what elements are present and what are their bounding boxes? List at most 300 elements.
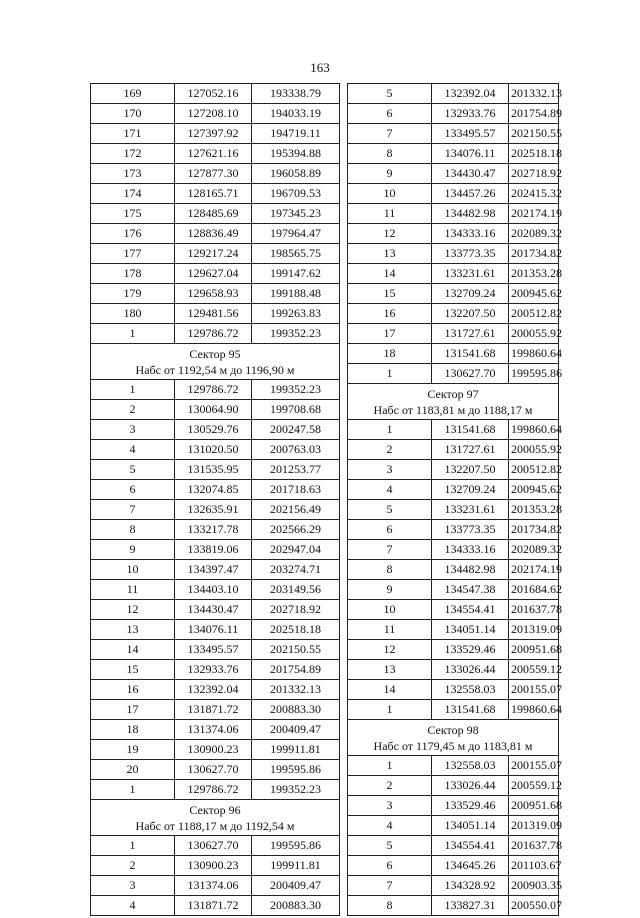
sector-header-row bbox=[348, 720, 559, 756]
y-coordinate-cell: 201734.82 bbox=[509, 520, 559, 540]
x-coordinate-cell: 133231.61 bbox=[432, 264, 509, 284]
point-number-cell: 11 bbox=[348, 204, 432, 224]
x-coordinate-cell: 130627.70 bbox=[175, 836, 252, 856]
x-coordinate-cell: 131541.68 bbox=[432, 700, 509, 720]
table-row bbox=[91, 124, 340, 144]
y-coordinate-cell: 201637.78 bbox=[509, 600, 559, 620]
point-number-cell: 1 bbox=[348, 420, 432, 440]
point-number-cell: 9 bbox=[348, 580, 432, 600]
x-coordinate-cell: 134328.92 bbox=[432, 876, 509, 896]
point-number-cell: 6 bbox=[91, 480, 175, 500]
y-coordinate-cell: 194033.19 bbox=[252, 104, 340, 124]
x-coordinate-cell: 134645.26 bbox=[432, 856, 509, 876]
table-row bbox=[348, 660, 559, 680]
point-number-cell: 6 bbox=[348, 520, 432, 540]
point-number-cell: 4 bbox=[348, 480, 432, 500]
table-row bbox=[91, 876, 340, 896]
x-coordinate-cell: 131727.61 bbox=[432, 324, 509, 344]
y-coordinate-cell: 200155.07 bbox=[509, 756, 559, 776]
x-coordinate-cell: 132933.76 bbox=[432, 104, 509, 124]
x-coordinate-cell: 129786.72 bbox=[175, 324, 252, 344]
point-number-cell: 17 bbox=[348, 324, 432, 344]
y-coordinate-cell: 201332.13 bbox=[252, 680, 340, 700]
point-number-cell: 2 bbox=[348, 776, 432, 796]
y-coordinate-cell: 201684.62 bbox=[509, 580, 559, 600]
x-coordinate-cell: 130900.23 bbox=[175, 740, 252, 760]
table-row bbox=[348, 420, 559, 440]
y-coordinate-cell: 203274.71 bbox=[252, 560, 340, 580]
table-row bbox=[91, 680, 340, 700]
point-number-cell: 171 bbox=[91, 124, 175, 144]
table-row bbox=[91, 400, 340, 420]
y-coordinate-cell: 197964.47 bbox=[252, 224, 340, 244]
table-row bbox=[348, 756, 559, 776]
table-row bbox=[348, 680, 559, 700]
y-coordinate-cell: 199147.62 bbox=[252, 264, 340, 284]
table-row bbox=[91, 540, 340, 560]
y-coordinate-cell: 196058.89 bbox=[252, 164, 340, 184]
table-row bbox=[348, 700, 559, 720]
table-row bbox=[348, 304, 559, 324]
y-coordinate-cell: 201319.09 bbox=[509, 620, 559, 640]
y-coordinate-cell: 196709.53 bbox=[252, 184, 340, 204]
point-number-cell: 8 bbox=[91, 520, 175, 540]
sector-title: Сектор 98 bbox=[427, 722, 479, 737]
table-row bbox=[348, 284, 559, 304]
point-number-cell: 6 bbox=[348, 856, 432, 876]
point-number-cell: 4 bbox=[91, 440, 175, 460]
point-number-cell: 9 bbox=[348, 164, 432, 184]
table-row bbox=[91, 580, 340, 600]
point-number-cell: 16 bbox=[348, 304, 432, 324]
x-coordinate-cell: 129786.72 bbox=[175, 380, 252, 400]
x-coordinate-cell: 127877.30 bbox=[175, 164, 252, 184]
y-coordinate-cell: 202089.32 bbox=[509, 540, 559, 560]
y-coordinate-cell: 199911.81 bbox=[252, 740, 340, 760]
table-row bbox=[91, 896, 340, 916]
table-row bbox=[348, 480, 559, 500]
point-number-cell: 14 bbox=[348, 680, 432, 700]
y-coordinate-cell: 201353.28 bbox=[509, 264, 559, 284]
x-coordinate-cell: 134333.16 bbox=[432, 224, 509, 244]
y-coordinate-cell: 202718.92 bbox=[252, 600, 340, 620]
sector-header bbox=[348, 720, 559, 756]
y-coordinate-cell: 199352.23 bbox=[252, 780, 340, 800]
y-coordinate-cell: 201253.77 bbox=[252, 460, 340, 480]
x-coordinate-cell: 134547.38 bbox=[432, 580, 509, 600]
table-row bbox=[348, 500, 559, 520]
point-number-cell: 4 bbox=[348, 816, 432, 836]
x-coordinate-cell: 133827.31 bbox=[432, 896, 509, 916]
y-coordinate-cell: 200903.35 bbox=[509, 876, 559, 896]
table-row bbox=[348, 896, 559, 916]
point-number-cell: 3 bbox=[91, 876, 175, 896]
y-coordinate-cell: 202089.32 bbox=[509, 224, 559, 244]
y-coordinate-cell: 199860.64 bbox=[509, 420, 559, 440]
x-coordinate-cell: 133495.57 bbox=[175, 640, 252, 660]
x-coordinate-cell: 134051.14 bbox=[432, 816, 509, 836]
point-number-cell: 172 bbox=[91, 144, 175, 164]
point-number-cell: 17 bbox=[91, 700, 175, 720]
x-coordinate-cell: 130529.76 bbox=[175, 420, 252, 440]
point-number-cell: 174 bbox=[91, 184, 175, 204]
point-number-cell: 1 bbox=[348, 700, 432, 720]
x-coordinate-cell: 132392.04 bbox=[175, 680, 252, 700]
x-coordinate-cell: 134482.98 bbox=[432, 204, 509, 224]
table-row bbox=[91, 204, 340, 224]
point-number-cell: 10 bbox=[348, 600, 432, 620]
point-number-cell: 1 bbox=[91, 836, 175, 856]
y-coordinate-cell: 200409.47 bbox=[252, 720, 340, 740]
table-row bbox=[91, 244, 340, 264]
point-number-cell: 7 bbox=[348, 876, 432, 896]
point-number-cell: 2 bbox=[91, 856, 175, 876]
x-coordinate-cell: 134076.11 bbox=[175, 620, 252, 640]
point-number-cell: 8 bbox=[348, 144, 432, 164]
table-row bbox=[348, 264, 559, 284]
sector-elevation-range: Набс от 1188,17 м до 1192,54 м bbox=[135, 818, 295, 833]
table-row bbox=[348, 520, 559, 540]
table-row bbox=[348, 324, 559, 344]
x-coordinate-cell: 127621.16 bbox=[175, 144, 252, 164]
x-coordinate-cell: 131727.61 bbox=[432, 440, 509, 460]
y-coordinate-cell: 200055.92 bbox=[509, 440, 559, 460]
sector-header bbox=[91, 800, 340, 836]
x-coordinate-cell: 129481.56 bbox=[175, 304, 252, 324]
point-number-cell: 11 bbox=[91, 580, 175, 600]
x-coordinate-cell: 130627.70 bbox=[432, 364, 509, 384]
y-coordinate-cell: 199352.23 bbox=[252, 380, 340, 400]
x-coordinate-cell: 134051.14 bbox=[432, 620, 509, 640]
y-coordinate-cell: 202156.49 bbox=[252, 500, 340, 520]
point-number-cell: 8 bbox=[348, 896, 432, 916]
y-coordinate-cell: 202566.29 bbox=[252, 520, 340, 540]
table-row bbox=[91, 144, 340, 164]
point-number-cell: 13 bbox=[348, 244, 432, 264]
y-coordinate-cell: 199595.86 bbox=[252, 760, 340, 780]
point-number-cell: 173 bbox=[91, 164, 175, 184]
table-row bbox=[91, 856, 340, 876]
point-number-cell: 13 bbox=[348, 660, 432, 680]
x-coordinate-cell: 132207.50 bbox=[432, 460, 509, 480]
point-number-cell: 1 bbox=[91, 324, 175, 344]
y-coordinate-cell: 199188.48 bbox=[252, 284, 340, 304]
point-number-cell: 7 bbox=[348, 124, 432, 144]
table-row bbox=[348, 560, 559, 580]
point-number-cell: 7 bbox=[91, 500, 175, 520]
table-row bbox=[91, 264, 340, 284]
table-row bbox=[91, 304, 340, 324]
x-coordinate-cell: 130900.23 bbox=[175, 856, 252, 876]
x-coordinate-cell: 131871.72 bbox=[175, 896, 252, 916]
table-row bbox=[91, 500, 340, 520]
table-row bbox=[348, 344, 559, 364]
table-row bbox=[91, 720, 340, 740]
x-coordinate-cell: 133231.61 bbox=[432, 500, 509, 520]
y-coordinate-cell: 200559.12 bbox=[509, 660, 559, 680]
y-coordinate-cell: 200883.30 bbox=[252, 896, 340, 916]
x-coordinate-cell: 132709.24 bbox=[432, 480, 509, 500]
y-coordinate-cell: 203149.56 bbox=[252, 580, 340, 600]
table-row bbox=[91, 780, 340, 800]
point-number-cell: 1 bbox=[91, 380, 175, 400]
table-row bbox=[91, 420, 340, 440]
table-row bbox=[91, 164, 340, 184]
y-coordinate-cell: 199860.64 bbox=[509, 700, 559, 720]
sector-title: Сектор 96 bbox=[189, 802, 241, 817]
coordinates-table-right bbox=[347, 83, 562, 916]
y-coordinate-cell: 200951.68 bbox=[509, 640, 559, 660]
point-number-cell: 5 bbox=[91, 460, 175, 480]
x-coordinate-cell: 133217.78 bbox=[175, 520, 252, 540]
y-coordinate-cell: 198565.75 bbox=[252, 244, 340, 264]
y-coordinate-cell: 202150.55 bbox=[509, 124, 559, 144]
y-coordinate-cell: 200883.30 bbox=[252, 700, 340, 720]
sector-elevation-range: Набс от 1192,54 м до 1196,90 м bbox=[135, 362, 295, 377]
point-number-cell: 12 bbox=[348, 224, 432, 244]
x-coordinate-cell: 131374.06 bbox=[175, 876, 252, 896]
table-row bbox=[348, 620, 559, 640]
sector-header-row bbox=[91, 800, 340, 836]
y-coordinate-cell: 200409.47 bbox=[252, 876, 340, 896]
point-number-cell: 18 bbox=[91, 720, 175, 740]
x-coordinate-cell: 134482.98 bbox=[432, 560, 509, 580]
table-row bbox=[348, 364, 559, 384]
y-coordinate-cell: 200155.07 bbox=[509, 680, 559, 700]
x-coordinate-cell: 132558.03 bbox=[432, 756, 509, 776]
point-number-cell: 7 bbox=[348, 540, 432, 560]
x-coordinate-cell: 132392.04 bbox=[432, 84, 509, 104]
table-row bbox=[348, 460, 559, 480]
y-coordinate-cell: 201754.89 bbox=[252, 660, 340, 680]
table-row bbox=[91, 836, 340, 856]
x-coordinate-cell: 134554.41 bbox=[432, 600, 509, 620]
x-coordinate-cell: 134076.11 bbox=[432, 144, 509, 164]
sector-header bbox=[91, 344, 340, 380]
point-number-cell: 15 bbox=[91, 660, 175, 680]
point-number-cell: 14 bbox=[348, 264, 432, 284]
table-row bbox=[91, 480, 340, 500]
y-coordinate-cell: 199352.23 bbox=[252, 324, 340, 344]
y-coordinate-cell: 200945.62 bbox=[509, 480, 559, 500]
table-row bbox=[348, 640, 559, 660]
x-coordinate-cell: 132933.76 bbox=[175, 660, 252, 680]
table-row bbox=[348, 440, 559, 460]
x-coordinate-cell: 128485.69 bbox=[175, 204, 252, 224]
point-number-cell: 14 bbox=[91, 640, 175, 660]
x-coordinate-cell: 129786.72 bbox=[175, 780, 252, 800]
x-coordinate-cell: 133529.46 bbox=[432, 796, 509, 816]
x-coordinate-cell: 131020.50 bbox=[175, 440, 252, 460]
table-row bbox=[348, 776, 559, 796]
point-number-cell: 11 bbox=[348, 620, 432, 640]
x-coordinate-cell: 134430.47 bbox=[175, 600, 252, 620]
x-coordinate-cell: 134397.47 bbox=[175, 560, 252, 580]
point-number-cell: 5 bbox=[348, 836, 432, 856]
point-number-cell: 1 bbox=[348, 364, 432, 384]
y-coordinate-cell: 199263.83 bbox=[252, 304, 340, 324]
x-coordinate-cell: 130064.90 bbox=[175, 400, 252, 420]
y-coordinate-cell: 193338.79 bbox=[252, 84, 340, 104]
y-coordinate-cell: 200512.82 bbox=[509, 460, 559, 480]
y-coordinate-cell: 201734.82 bbox=[509, 244, 559, 264]
table-row bbox=[348, 244, 559, 264]
y-coordinate-cell: 201353.28 bbox=[509, 500, 559, 520]
y-coordinate-cell: 201637.78 bbox=[509, 836, 559, 856]
sector-header-row bbox=[91, 344, 340, 380]
point-number-cell: 16 bbox=[91, 680, 175, 700]
point-number-cell: 12 bbox=[348, 640, 432, 660]
table-row bbox=[348, 144, 559, 164]
y-coordinate-cell: 199860.64 bbox=[509, 344, 559, 364]
point-number-cell: 177 bbox=[91, 244, 175, 264]
x-coordinate-cell: 132635.91 bbox=[175, 500, 252, 520]
table-row bbox=[348, 184, 559, 204]
x-coordinate-cell: 134430.47 bbox=[432, 164, 509, 184]
sector-header-row bbox=[348, 384, 559, 420]
x-coordinate-cell: 130627.70 bbox=[175, 760, 252, 780]
point-number-cell: 1 bbox=[91, 780, 175, 800]
point-number-cell: 176 bbox=[91, 224, 175, 244]
table-row bbox=[348, 856, 559, 876]
table-row bbox=[91, 440, 340, 460]
x-coordinate-cell: 134333.16 bbox=[432, 540, 509, 560]
table-row bbox=[91, 560, 340, 580]
x-coordinate-cell: 133819.06 bbox=[175, 540, 252, 560]
point-number-cell: 2 bbox=[91, 400, 175, 420]
y-coordinate-cell: 200951.68 bbox=[509, 796, 559, 816]
y-coordinate-cell: 194719.11 bbox=[252, 124, 340, 144]
point-number-cell: 178 bbox=[91, 264, 175, 284]
coordinates-table-left bbox=[90, 83, 340, 916]
point-number-cell: 3 bbox=[91, 420, 175, 440]
x-coordinate-cell: 131871.72 bbox=[175, 700, 252, 720]
table-row bbox=[348, 836, 559, 856]
point-number-cell: 10 bbox=[91, 560, 175, 580]
sector-title: Сектор 97 bbox=[427, 386, 479, 401]
y-coordinate-cell: 201103.67 bbox=[509, 856, 559, 876]
point-number-cell: 4 bbox=[91, 896, 175, 916]
point-number-cell: 8 bbox=[348, 560, 432, 580]
table-row bbox=[91, 740, 340, 760]
y-coordinate-cell: 199595.86 bbox=[252, 836, 340, 856]
table-row bbox=[91, 460, 340, 480]
x-coordinate-cell: 134554.41 bbox=[432, 836, 509, 856]
y-coordinate-cell: 201718.63 bbox=[252, 480, 340, 500]
point-number-cell: 170 bbox=[91, 104, 175, 124]
y-coordinate-cell: 199911.81 bbox=[252, 856, 340, 876]
point-number-cell: 5 bbox=[348, 500, 432, 520]
point-number-cell: 179 bbox=[91, 284, 175, 304]
y-coordinate-cell: 197345.23 bbox=[252, 204, 340, 224]
point-number-cell: 2 bbox=[348, 440, 432, 460]
table-row bbox=[348, 580, 559, 600]
table-row bbox=[91, 380, 340, 400]
x-coordinate-cell: 131374.06 bbox=[175, 720, 252, 740]
y-coordinate-cell: 202415.32 bbox=[509, 184, 559, 204]
point-number-cell: 3 bbox=[348, 796, 432, 816]
point-number-cell: 1 bbox=[348, 756, 432, 776]
y-coordinate-cell: 202718.92 bbox=[509, 164, 559, 184]
table-row bbox=[348, 816, 559, 836]
point-number-cell: 10 bbox=[348, 184, 432, 204]
y-coordinate-cell: 202518.18 bbox=[252, 620, 340, 640]
table-row bbox=[91, 760, 340, 780]
sector-elevation-range: Набс от 1183,81 м до 1188,17 м bbox=[373, 402, 533, 417]
table-row bbox=[91, 620, 340, 640]
y-coordinate-cell: 200763.03 bbox=[252, 440, 340, 460]
x-coordinate-cell: 134457.26 bbox=[432, 184, 509, 204]
x-coordinate-cell: 131535.95 bbox=[175, 460, 252, 480]
y-coordinate-cell: 202174.19 bbox=[509, 560, 559, 580]
point-number-cell: 19 bbox=[91, 740, 175, 760]
x-coordinate-cell: 134403.10 bbox=[175, 580, 252, 600]
table-row bbox=[91, 284, 340, 304]
point-number-cell: 180 bbox=[91, 304, 175, 324]
x-coordinate-cell: 127208.10 bbox=[175, 104, 252, 124]
y-coordinate-cell: 200945.62 bbox=[509, 284, 559, 304]
point-number-cell: 5 bbox=[348, 84, 432, 104]
x-coordinate-cell: 129658.93 bbox=[175, 284, 252, 304]
y-coordinate-cell: 200247.58 bbox=[252, 420, 340, 440]
table-row bbox=[348, 124, 559, 144]
sector-title: Сектор 95 bbox=[189, 346, 241, 361]
table-row bbox=[348, 600, 559, 620]
y-coordinate-cell: 202947.04 bbox=[252, 540, 340, 560]
table-row bbox=[91, 104, 340, 124]
table-row bbox=[91, 600, 340, 620]
point-number-cell: 3 bbox=[348, 460, 432, 480]
y-coordinate-cell: 202174.19 bbox=[509, 204, 559, 224]
x-coordinate-cell: 132207.50 bbox=[432, 304, 509, 324]
x-coordinate-cell: 131541.68 bbox=[432, 420, 509, 440]
table-row bbox=[91, 224, 340, 244]
y-coordinate-cell: 202518.18 bbox=[509, 144, 559, 164]
point-number-cell: 18 bbox=[348, 344, 432, 364]
point-number-cell: 175 bbox=[91, 204, 175, 224]
table-row bbox=[348, 84, 559, 104]
x-coordinate-cell: 133495.57 bbox=[432, 124, 509, 144]
y-coordinate-cell: 202150.55 bbox=[252, 640, 340, 660]
x-coordinate-cell: 133026.44 bbox=[432, 660, 509, 680]
table-row bbox=[348, 796, 559, 816]
x-coordinate-cell: 129627.04 bbox=[175, 264, 252, 284]
x-coordinate-cell: 132074.85 bbox=[175, 480, 252, 500]
table-row bbox=[91, 324, 340, 344]
point-number-cell: 9 bbox=[91, 540, 175, 560]
x-coordinate-cell: 132709.24 bbox=[432, 284, 509, 304]
table-row bbox=[91, 660, 340, 680]
table-row bbox=[91, 184, 340, 204]
x-coordinate-cell: 133026.44 bbox=[432, 776, 509, 796]
y-coordinate-cell: 200550.07 bbox=[509, 896, 559, 916]
point-number-cell: 13 bbox=[91, 620, 175, 640]
table-row bbox=[348, 204, 559, 224]
sector-elevation-range: Набс от 1179,45 м до 1183,81 м bbox=[373, 738, 533, 753]
y-coordinate-cell: 201332.13 bbox=[509, 84, 559, 104]
table-row bbox=[348, 224, 559, 244]
sector-header bbox=[348, 384, 559, 420]
table-row bbox=[348, 540, 559, 560]
x-coordinate-cell: 128836.49 bbox=[175, 224, 252, 244]
page-number: 163 bbox=[310, 60, 330, 75]
x-coordinate-cell: 127397.92 bbox=[175, 124, 252, 144]
x-coordinate-cell: 128165.71 bbox=[175, 184, 252, 204]
point-number-cell: 20 bbox=[91, 760, 175, 780]
x-coordinate-cell: 127052.16 bbox=[175, 84, 252, 104]
point-number-cell: 12 bbox=[91, 600, 175, 620]
y-coordinate-cell: 200559.12 bbox=[509, 776, 559, 796]
